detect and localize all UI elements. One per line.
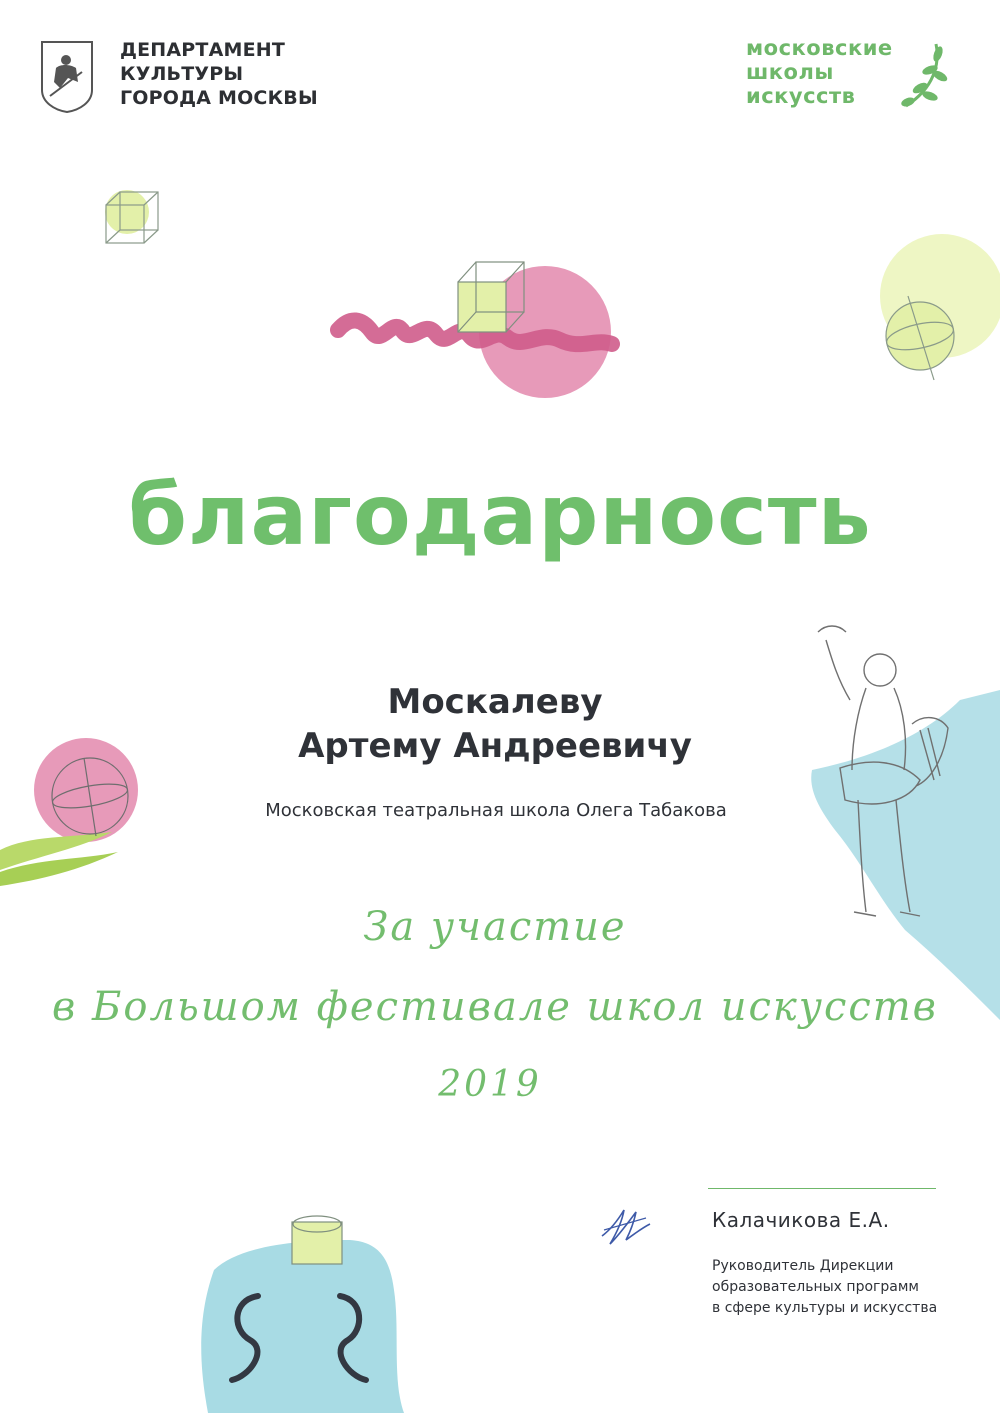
reason-line-1: За участие — [363, 904, 627, 950]
moscow-art-schools-logo — [746, 36, 893, 108]
signer-role — [712, 1256, 937, 1319]
schools-logo-line-2: школы — [746, 60, 834, 84]
signature-line — [708, 1188, 936, 1189]
cello-drawing — [201, 1216, 404, 1413]
department-line-2: КУЛЬТУРЫ — [120, 63, 244, 85]
schools-logo-line-3: искусств — [746, 84, 856, 108]
signer-name: Калачикова Е.А. — [712, 1208, 890, 1232]
department-logo — [38, 38, 318, 114]
lime-sphere-drawing — [880, 234, 1000, 380]
signer-role-line-1: Руководитель Дирекции — [712, 1258, 894, 1274]
school-name: Московская театральная школа Олега Табакова — [265, 800, 727, 821]
department-line-3: ГОРОДА МОСКВЫ — [120, 87, 318, 109]
recipient-surname: Москалеву — [387, 682, 603, 722]
moscow-crest-icon — [38, 38, 96, 114]
small-cube-drawing — [105, 190, 158, 243]
recipient-given-names: Артему Андреевичу — [298, 726, 692, 766]
handwritten-signature — [596, 1200, 654, 1250]
recipient-name — [0, 680, 990, 768]
signer-role-line-2: образовательных программ — [712, 1279, 919, 1295]
department-line-1: ДЕПАРТАМЕНТ — [120, 39, 286, 61]
pink-circle-with-cube — [338, 262, 612, 398]
certificate-title: благодарность — [128, 466, 872, 564]
certificate-year: 2019 — [438, 1064, 542, 1105]
reason-line-2: в Большом фестивале школ искусств — [52, 984, 938, 1030]
schools-logo-line-1: московские — [746, 36, 893, 60]
laurel-branch-icon — [886, 40, 966, 116]
signer-role-line-3: в сфере культуры и искусства — [712, 1300, 938, 1316]
